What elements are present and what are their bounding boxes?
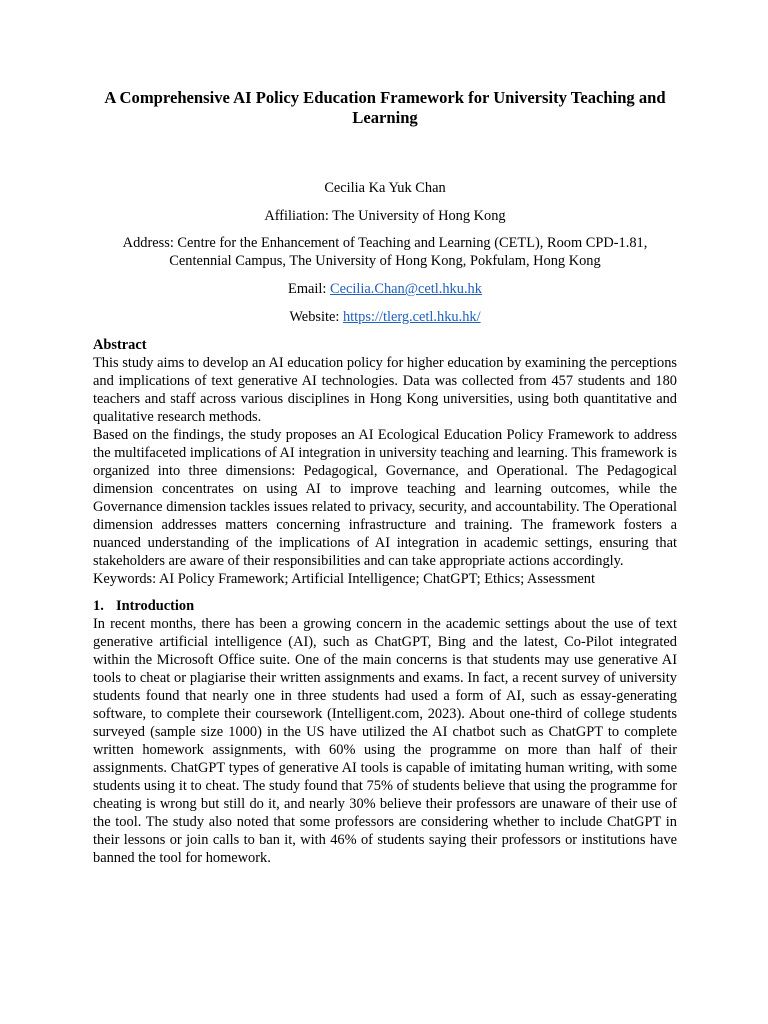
website-label: Website: bbox=[289, 309, 343, 325]
section-number: 1. bbox=[93, 598, 104, 614]
email-line bbox=[93, 280, 677, 298]
paper-title: A Comprehensive AI Policy Education Framework for University Teaching and Learning bbox=[104, 88, 666, 127]
affiliation: Affiliation: The University of Hong Kong bbox=[264, 208, 506, 224]
section-title: Introduction bbox=[116, 598, 195, 614]
introduction-paragraph-1: In recent months, there has been a growing concern in the academic settings about the use of text generative artificial intelligence (AI), such as ChatGPT, Bing and the latest, Co-Pilot integrated within the Microsoft Office suite. One of the main concerns is that students may use generative AI tools to cheat or plagiarise their written assignments and exams. In fact, a recent survey of university students found that nearly one in three students had used a form of AI, such as essay-generating software, to complete their coursework (Intelligent.com, 2023). About one-third of college students surveyed (sample size 1000) in the US have utilized the AI chatbot such as ChatGPT to complete written homework assignments, with 60% using the programme on more than half of their assignments. ChatGPT types of generative AI tools is capable of imitating human writing, with some students using it to cheat. The study found that 75% of students believe that using the programme for cheating is wrong but still do it, and nearly 30% believe their professors are unaware of their use of the tool. The study also noted that some professors are considering whether to include ChatGPT in their lessons or join calls to ban it, with 46% of students saying their professors or institutions have banned the tool for homework. bbox=[93, 616, 677, 866]
website-link[interactable]: https://tlerg.cetl.hku.hk/ bbox=[342, 309, 481, 325]
address: Address: Centre for the Enhancement of Teaching and Learning (CETL), Room CPD-1.81, Centennial Campus, The University of Hong Kong, Pokfulam, Hong Kong bbox=[122, 235, 648, 269]
abstract-paragraph-1: This study aims to develop an AI education policy for higher education by examining the perceptions and implications of text generative AI technologies. Data was collected from 457 students and 180 teachers and staff across various disciplines in Hong Kong universities, using both quantitative and qualitative research methods. bbox=[93, 355, 677, 425]
author-name: Cecilia Ka Yuk Chan bbox=[324, 180, 446, 196]
abstract-heading: Abstract bbox=[93, 337, 147, 353]
website-line bbox=[93, 308, 677, 326]
abstract-paragraph-2: Based on the findings, the study proposes an AI Ecological Education Policy Framework to address the multifaceted implications of AI integration in university teaching and learning. This framework is organized into three dimensions: Pedagogical, Governance, and Operational. The Pedagogical dimension concentrates on using AI to improve teaching and learning outcomes, while the Governance dimension tackles issues related to privacy, security, and accountability. The Operational dimension addresses matters concerning infrastructure and training. The framework fosters a nuanced understanding of the implications of AI integration in academic settings, ensuring that stakeholders are aware of their responsibilities and can take appropriate actions accordingly. bbox=[93, 427, 677, 569]
email-link[interactable]: Cecilia.Chan@cetl.hku.hk bbox=[330, 281, 482, 297]
introduction-heading bbox=[93, 597, 677, 615]
email-label: Email: bbox=[288, 281, 331, 297]
keywords: Keywords: AI Policy Framework; Artificial Intelligence; ChatGPT; Ethics; Assessment bbox=[93, 571, 595, 587]
